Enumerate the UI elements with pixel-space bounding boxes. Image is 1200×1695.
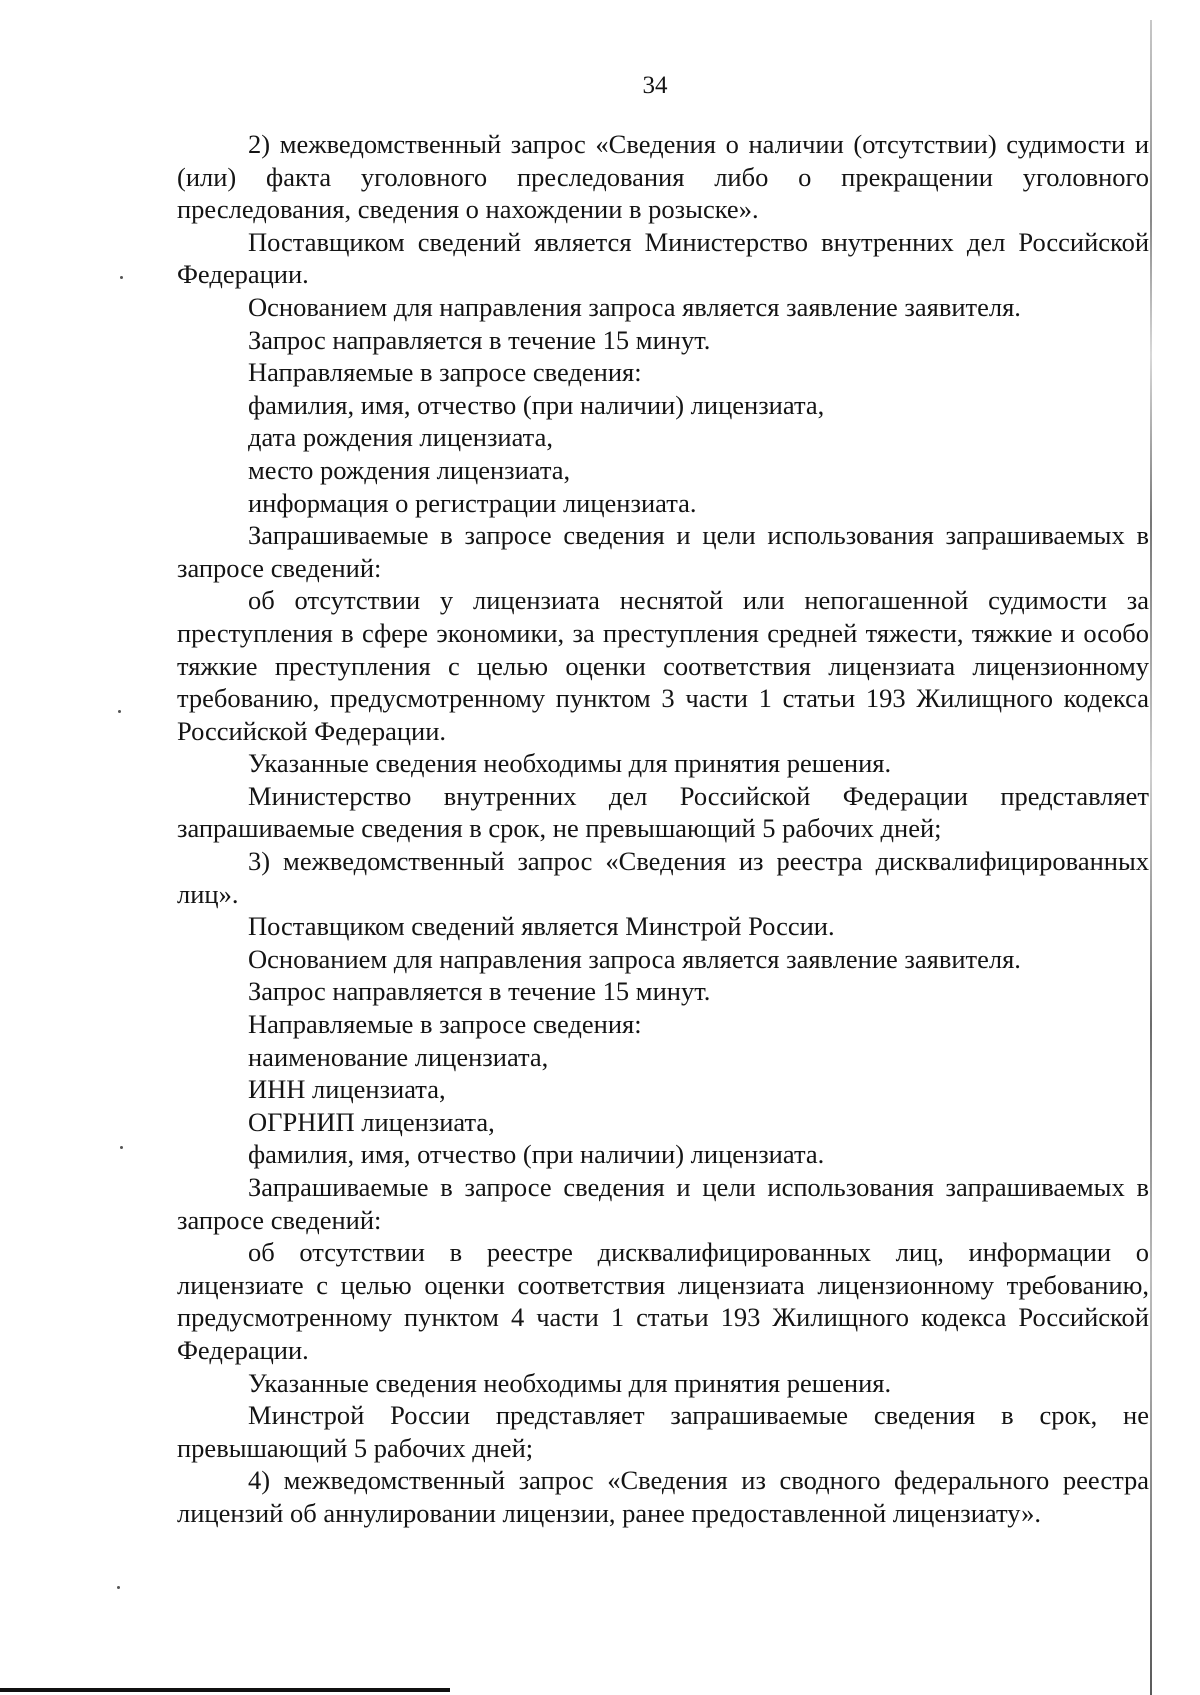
paragraph: Запрашиваемые в запросе сведения и цели использования запрашиваемых в запросе сведений: [177,520,1149,583]
paragraph: Поставщиком сведений является Министерство внутренних дел Российской Федерации. [177,226,1149,290]
paragraph: Основанием для направления запроса является заявление заявителя. [248,291,1021,322]
paragraph: 4) межведомственный запрос «Сведения из сводного федерального реестра лицензий об аннулировании лицензии, ранее предоставленной лицензиату». [177,1465,1149,1528]
scan-edge-line [1150,20,1152,1695]
paragraph: наименование лицензиата, [248,1041,549,1072]
paragraph: об отсутствии у лицензиата неснятой или непогашенной судимости за преступления в сфере экономики, за преступления средней тяжести, тяжкие и особо тяжкие преступления с целью оценки соответствия лицензиата лицензионному требованию, предусмотренному пунктом 3 части 1 статьи 193 Жилищного кодекса Российской Федерации. [177,585,1149,746]
paragraph: ОГРНИП лицензиата, [248,1106,495,1137]
document-body [177,128,1149,1530]
scan-mark-dot [118,710,121,713]
paragraph: информация о регистрации лицензиата. [248,487,697,518]
paragraph: Минстрой России представляет запрашиваемые сведения в срок, не превышающий 5 рабочих дней; [177,1400,1149,1463]
scan-mark-dot [120,276,123,279]
paragraph: Направляемые в запросе сведения: [248,357,642,388]
paragraph: Запрашиваемые в запросе сведения и цели использования запрашиваемых в запросе сведений: [177,1172,1149,1235]
paragraph: ИНН лицензиата, [248,1074,446,1105]
paragraph: Направляемые в запросе сведения: [248,1009,642,1040]
scan-mark-dot [117,1586,120,1589]
page-number: 34 [642,72,668,99]
paragraph: фамилия, имя, отчество (при наличии) лицензиата. [248,1139,825,1170]
paragraph: 2) межведомственный запрос «Сведения о наличии (отсутствии) судимости и (или) факта уголовного преследования либо о прекращении уголовного преследования, сведения о нахождении в розыске». [177,129,1149,225]
paragraph: Поставщиком сведений является Минстрой России. [248,911,835,942]
paragraph: Запрос направляется в течение 15 минут. [248,976,711,1007]
paragraph: 3) межведомственный запрос «Сведения из реестра дисквалифицированных лиц». [177,846,1149,909]
paragraph: дата рождения лицензиата, [248,422,553,453]
paragraph: Указанные сведения необходимы для принятия решения. [248,1367,892,1398]
scan-bottom-line [0,1688,450,1692]
paragraph: фамилия, имя, отчество (при наличии) лицензиата, [248,389,825,420]
scan-mark-dot [120,1146,123,1149]
paragraph: Министерство внутренних дел Российской Федерации представляет запрашиваемые сведения в срок, не превышающий 5 рабочих дней; [177,780,1149,844]
paragraph: об отсутствии в реестре дисквалифицированных лиц, информации о лицензиате с целью оценки соответствия лицензиата лицензионному требованию, предусмотренному пунктом 4 части 1 статьи 193 Жилищного кодекса Российской Федерации. [177,1237,1149,1365]
paragraph: Указанные сведения необходимы для принятия решения. [248,748,892,779]
paragraph: Основанием для направления запроса является заявление заявителя. [248,943,1021,974]
paragraph: Запрос направляется в течение 15 минут. [248,324,711,355]
paragraph: место рождения лицензиата, [248,454,571,485]
